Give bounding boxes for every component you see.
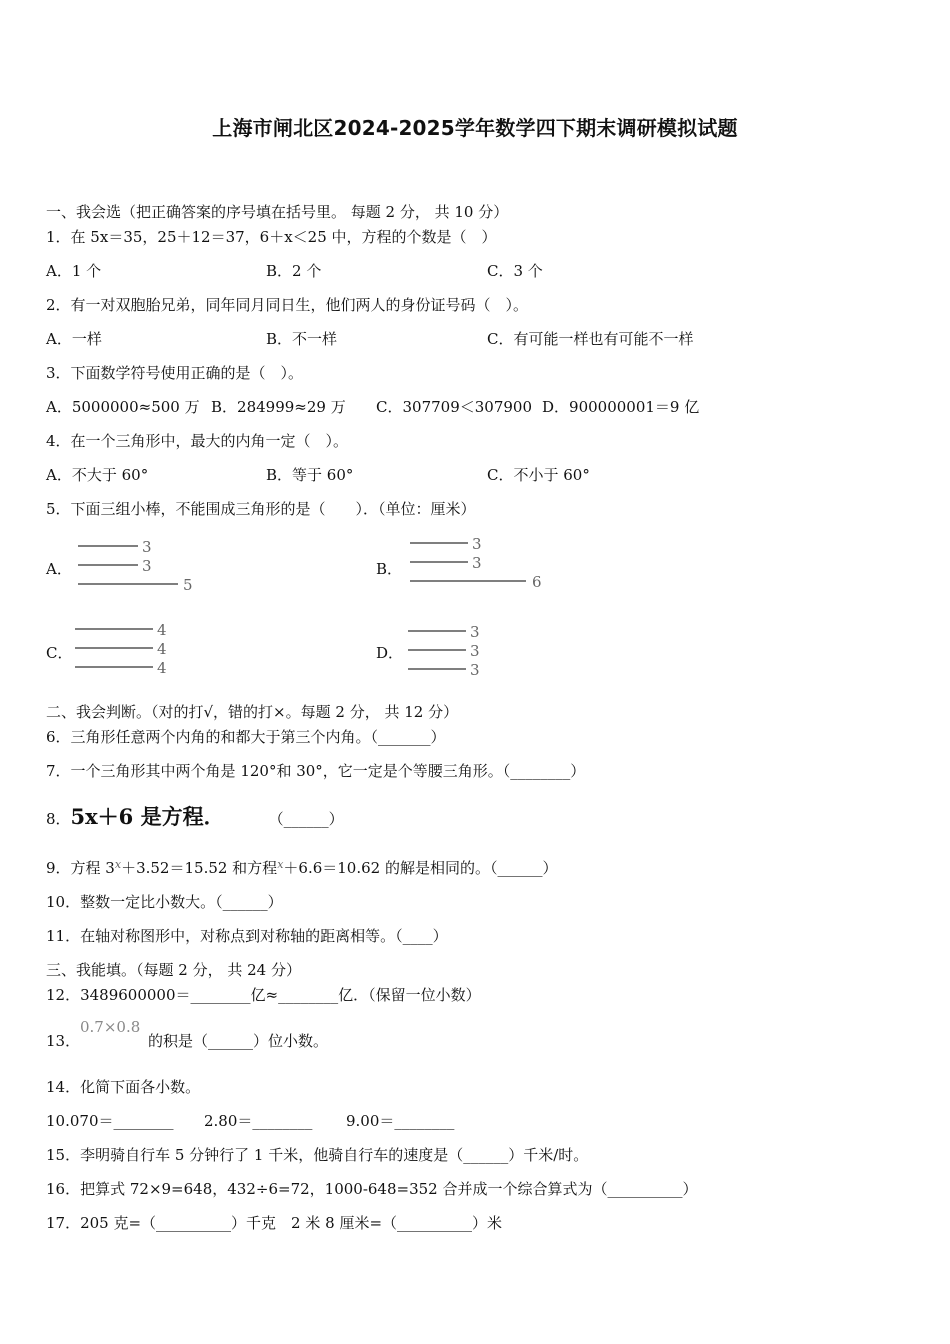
q2-option-a: A．一样 [46,330,102,348]
q8-number: 8． [46,810,71,828]
section-heading-1: 一、我会选（把正确答案的序号填在括号里。 每题 2 分， 共 10 分） [46,203,509,221]
q14-item-a: 10.070＝________ [46,1112,174,1130]
sticks-figure-b [402,530,552,596]
question-17: 17．205 克=（__________）千克 2 米 8 厘米=（__________）米 [46,1214,503,1232]
sticks-figure-a [70,533,210,599]
q8-blank: （______） [268,810,344,828]
question-7: 7．一个三角形其中两个角是 120°和 30°，它一定是个等腰三角形。（________） [46,762,586,780]
q2-option-b: B．不一样 [266,330,338,348]
q2-option-c: C．有可能一样也有可能不一样 [487,330,694,348]
question-5: 5．下面三组小棒，不能围成三角形的是（ ）．（单位：厘米） [46,500,476,518]
question-11: 11．在轴对称图形中，对称点到对称轴的距离相等。（____） [46,927,448,945]
q13-expression: 0.7×0.8 [80,1018,141,1036]
q1-option-a: A．1 个 [46,262,102,280]
question-2: 2．有一对双胞胎兄弟，同年同月同日生，他们两人的身份证号码（ ）。 [46,296,529,314]
question-9 [46,858,557,880]
stick-length-label: 4 [157,659,167,677]
q3-option-d: D．900000001＝9 亿 [542,398,700,416]
q4-option-b: B．等于 60° [266,466,354,484]
page-title: 上海市闸北区2024-2025学年数学四下期末调研模拟试题 [212,116,738,140]
question-12: 12．3489600000＝________亿≈________亿．（保留一位小数） [46,986,481,1004]
q14-item-b: 2.80＝________ [204,1112,313,1130]
stick-length-label: 3 [470,661,480,679]
question-15: 15．李明骑自行车 5 分钟行了 1 千米，他骑自行车的速度是（______）千米/时。 [46,1146,589,1164]
stick-length-label: 4 [157,640,167,658]
q5-option-c-label: C． [46,644,73,662]
q3-option-a: A．5000000≈500 万 [46,398,200,416]
q14-item-c: 9.00＝________ [346,1112,455,1130]
stick-length-label: 3 [142,557,152,575]
sticks-figure-c [70,617,190,683]
q5-option-a-label: A． [46,560,72,578]
q1-option-b: B．2 个 [266,262,322,280]
q9-part-1: 9．方程 3 [46,859,115,877]
section-heading-3: 三、我能填。（每题 2 分， 共 24 分） [46,961,301,979]
q13-text: 的积是（______）位小数。 [148,1032,329,1050]
stick-length-label: 5 [183,576,193,594]
question-4: 4．在一个三角形中，最大的内角一定（ ）。 [46,432,349,450]
question-10: 10．整数一定比小数大。（______） [46,893,283,911]
q5-option-d-label: D． [376,644,404,662]
q4-option-a: A．不大于 60° [46,466,149,484]
stick-length-label: 3 [470,623,480,641]
q4-option-c: C．不小于 60° [487,466,590,484]
stick-length-label: 4 [157,621,167,639]
question-1: 1．在 5x＝35，25＋12＝37，6＋x＜25 中，方程的个数是（ ） [46,228,497,246]
sticks-figure-d [402,619,502,685]
q9-variable-x: x [277,858,284,871]
q9-part-2: ＋3.52＝15.52 和方程 [121,859,278,877]
q9-part-3: ＋6.6＝10.62 的解是相同的。（______） [283,859,558,877]
question-3: 3．下面数学符号使用正确的是（ ）。 [46,364,304,382]
section-heading-2: 二、我会判断。（对的打√，错的打×。每题 2 分， 共 12 分） [46,703,459,721]
question-6: 6．三角形任意两个内角的和都大于第三个内角。（_______） [46,728,446,746]
q3-option-c: C．307709＜307900 [376,398,532,416]
q1-option-c: C．3 个 [487,262,543,280]
stick-length-label: 3 [142,538,152,556]
question-8 [46,804,344,832]
q8-expression: 5x＋6 是方程． [70,804,225,829]
q9-variable-x: x [114,858,122,871]
stick-length-label: 3 [472,535,482,553]
q3-option-b: B．284999≈29 万 [211,398,346,416]
question-13-number: 13． [46,1032,81,1050]
stick-length-label: 3 [472,554,482,572]
stick-length-label: 6 [532,573,542,591]
stick-length-label: 3 [470,642,480,660]
question-14: 14．化简下面各小数。 [46,1078,201,1096]
q5-option-b-label: B． [376,560,403,578]
question-16: 16．把算式 72×9=648，432÷6=72，1000-648=352 合并成一个综合算式为（__________） [46,1180,698,1198]
